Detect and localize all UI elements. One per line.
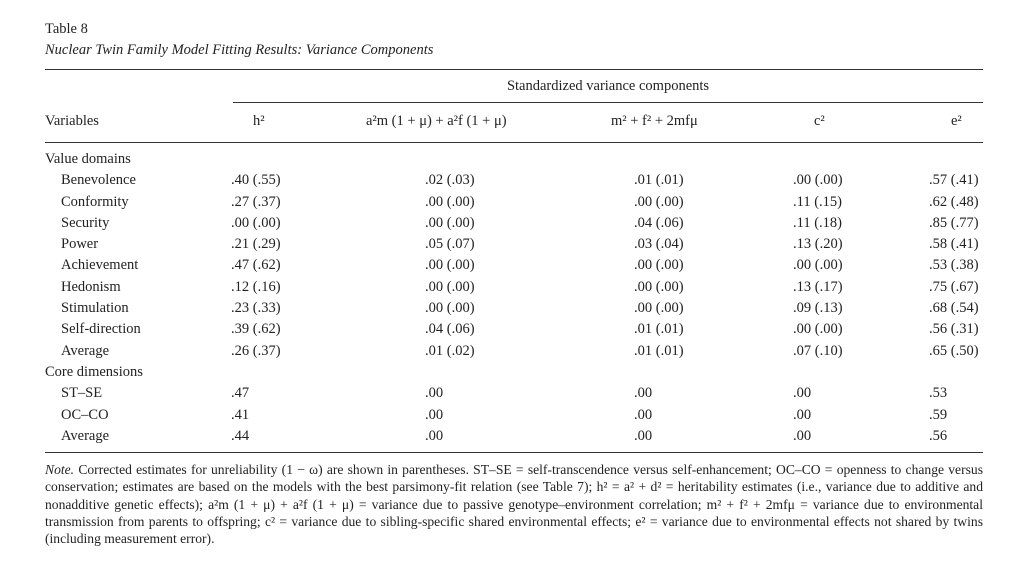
table-cell: .56 — [929, 427, 948, 444]
table-row — [45, 298, 983, 319]
row-label: Hedonism — [61, 278, 121, 295]
table-cell: .01 (.01) — [634, 342, 684, 359]
table-cell: .39 (.62) — [231, 321, 281, 338]
table-cell: .68 (.54) — [929, 300, 979, 317]
table-cell: .09 (.13) — [793, 300, 843, 317]
table-cell: .00 (.00) — [634, 300, 684, 317]
table-cell: .01 (.01) — [634, 172, 684, 189]
table-cell: .00 (.00) — [425, 193, 475, 210]
table-cell: .44 — [231, 427, 250, 444]
table-cell: .59 — [929, 406, 948, 423]
spanner-heading: Standardized variance components — [506, 78, 710, 94]
table-cell: .05 (.07) — [425, 236, 475, 253]
row-label: OC–CO — [61, 406, 109, 423]
table-cell: .56 (.31) — [929, 321, 979, 338]
row-label: Average — [61, 342, 110, 359]
table-cell: .47 (.62) — [231, 257, 281, 274]
spanner-row — [45, 70, 983, 103]
table-cell: .03 (.04) — [634, 236, 684, 253]
table-cell: .00 — [793, 385, 812, 402]
table-cell: .00 (.00) — [634, 193, 684, 210]
table-cell: .21 (.29) — [231, 236, 281, 253]
table-cell: .53 — [929, 385, 948, 402]
table-cell: .00 — [634, 406, 653, 423]
note-label: Note. — [45, 462, 75, 478]
table-row — [45, 192, 983, 213]
table-label: Table 8 — [45, 21, 88, 37]
table-cell: .02 (.03) — [425, 172, 475, 189]
section-row — [45, 362, 983, 383]
table-cell: .85 (.77) — [929, 214, 979, 231]
section-title: Value domains — [45, 151, 131, 167]
table-cell: .00 (.00) — [793, 172, 843, 189]
table-cell: .41 — [231, 406, 250, 423]
table-cell: .00 — [793, 427, 812, 444]
row-label: Stimulation — [61, 300, 129, 317]
section-title: Core dimensions — [45, 363, 143, 380]
table-cell: .00 (.00) — [425, 214, 475, 231]
table-cell: .13 (.20) — [793, 236, 843, 253]
table-cell: .00 (.00) — [425, 257, 475, 274]
table-row — [45, 319, 983, 340]
table-cell: .13 (.17) — [793, 278, 843, 295]
table-cell: .58 (.41) — [929, 236, 979, 253]
table-cell: .00 (.00) — [634, 278, 684, 295]
row-label: Power — [61, 236, 99, 253]
row-label: Average — [61, 427, 110, 444]
table-cell: .00 (.00) — [793, 257, 843, 274]
table-row — [45, 170, 983, 191]
row-label: Achievement — [61, 257, 139, 274]
table-row — [45, 405, 983, 426]
column-header-variables: Variables — [45, 113, 99, 129]
table-cell: .04 (.06) — [634, 214, 684, 231]
row-label: ST–SE — [61, 385, 103, 402]
column-header-row — [45, 103, 983, 142]
column-header-c2: c² — [814, 113, 825, 129]
table-cell: .75 (.67) — [929, 278, 979, 295]
row-label: Benevolence — [61, 172, 136, 189]
table-cell: .53 (.38) — [929, 257, 979, 274]
table-cell: .00 — [793, 406, 812, 423]
table-cell: .00 — [425, 406, 444, 423]
table-cell: .00 (.00) — [231, 214, 281, 231]
table-row — [45, 213, 983, 234]
table-title: Nuclear Twin Family Model Fitting Results: Variance Components — [45, 42, 434, 58]
table-cell: .04 (.06) — [425, 321, 475, 338]
table-cell: .00 (.00) — [634, 257, 684, 274]
table-row — [45, 426, 983, 447]
table-cell: .00 — [634, 427, 653, 444]
note-text: Corrected estimates for unreliability (1 − ω) are shown in parentheses. ST–SE = self-transcendence versus self-enhancement; OC–CO = openness to change versus conservation; estimates are based on the models with the best parsimony-fit relation (see Table 7); h² = a² + d² = heritability estimates (i.e., variance due to additive and nonadditive genetic effects); a²m (1 + μ) + a²f (1 + μ) = variance due to passive genotype–environment correlation; m² + f² + 2mfμ = variance due to environmental transmission from parents to offspring; c² = variance due to sibling-specific shared environmental effects; e² = variance due to environmental effects not shared by twins (including measurement error). — [45, 462, 983, 546]
table-row — [45, 383, 983, 404]
table-cell: .01 (.02) — [425, 342, 475, 359]
column-header-environmental-transmission: m² + f² + 2mfμ — [611, 113, 698, 129]
table-container — [45, 20, 983, 547]
table-cell: .00 (.00) — [425, 300, 475, 317]
table-cell: .00 (.00) — [425, 278, 475, 295]
section-row — [45, 149, 983, 170]
table-note — [45, 461, 983, 547]
table-cell: .27 (.37) — [231, 193, 281, 210]
table-body — [45, 149, 983, 447]
table-cell: .57 (.41) — [929, 172, 979, 189]
table-cell: .62 (.48) — [929, 193, 979, 210]
table-cell: .40 (.55) — [231, 172, 281, 189]
table-cell: .00 — [425, 385, 444, 402]
table-cell: .65 (.50) — [929, 342, 979, 359]
row-label: Conformity — [61, 193, 129, 210]
table-cell: .01 (.01) — [634, 321, 684, 338]
table-cell: .23 (.33) — [231, 300, 281, 317]
table-cell: .47 — [231, 385, 250, 402]
row-label: Security — [61, 214, 110, 231]
table-cell: .11 (.18) — [793, 214, 842, 231]
table-cell: .26 (.37) — [231, 342, 281, 359]
table-cell: .11 (.15) — [793, 193, 842, 210]
table-cell: .00 — [634, 385, 653, 402]
header-rule — [45, 142, 983, 143]
column-header-e2: e² — [951, 113, 962, 129]
table-cell: .00 (.00) — [793, 321, 843, 338]
table-cell: .07 (.10) — [793, 342, 843, 359]
column-header-passive-correlation: a²m (1 + μ) + a²f (1 + μ) — [366, 113, 507, 129]
row-label: Self-direction — [61, 321, 141, 338]
table-row — [45, 341, 983, 362]
table-row — [45, 277, 983, 298]
table-cell: .00 — [425, 427, 444, 444]
bottom-rule — [45, 452, 983, 453]
column-header-h2: h² — [253, 113, 265, 129]
table-row — [45, 234, 983, 255]
table-row — [45, 255, 983, 276]
table-cell: .12 (.16) — [231, 278, 281, 295]
